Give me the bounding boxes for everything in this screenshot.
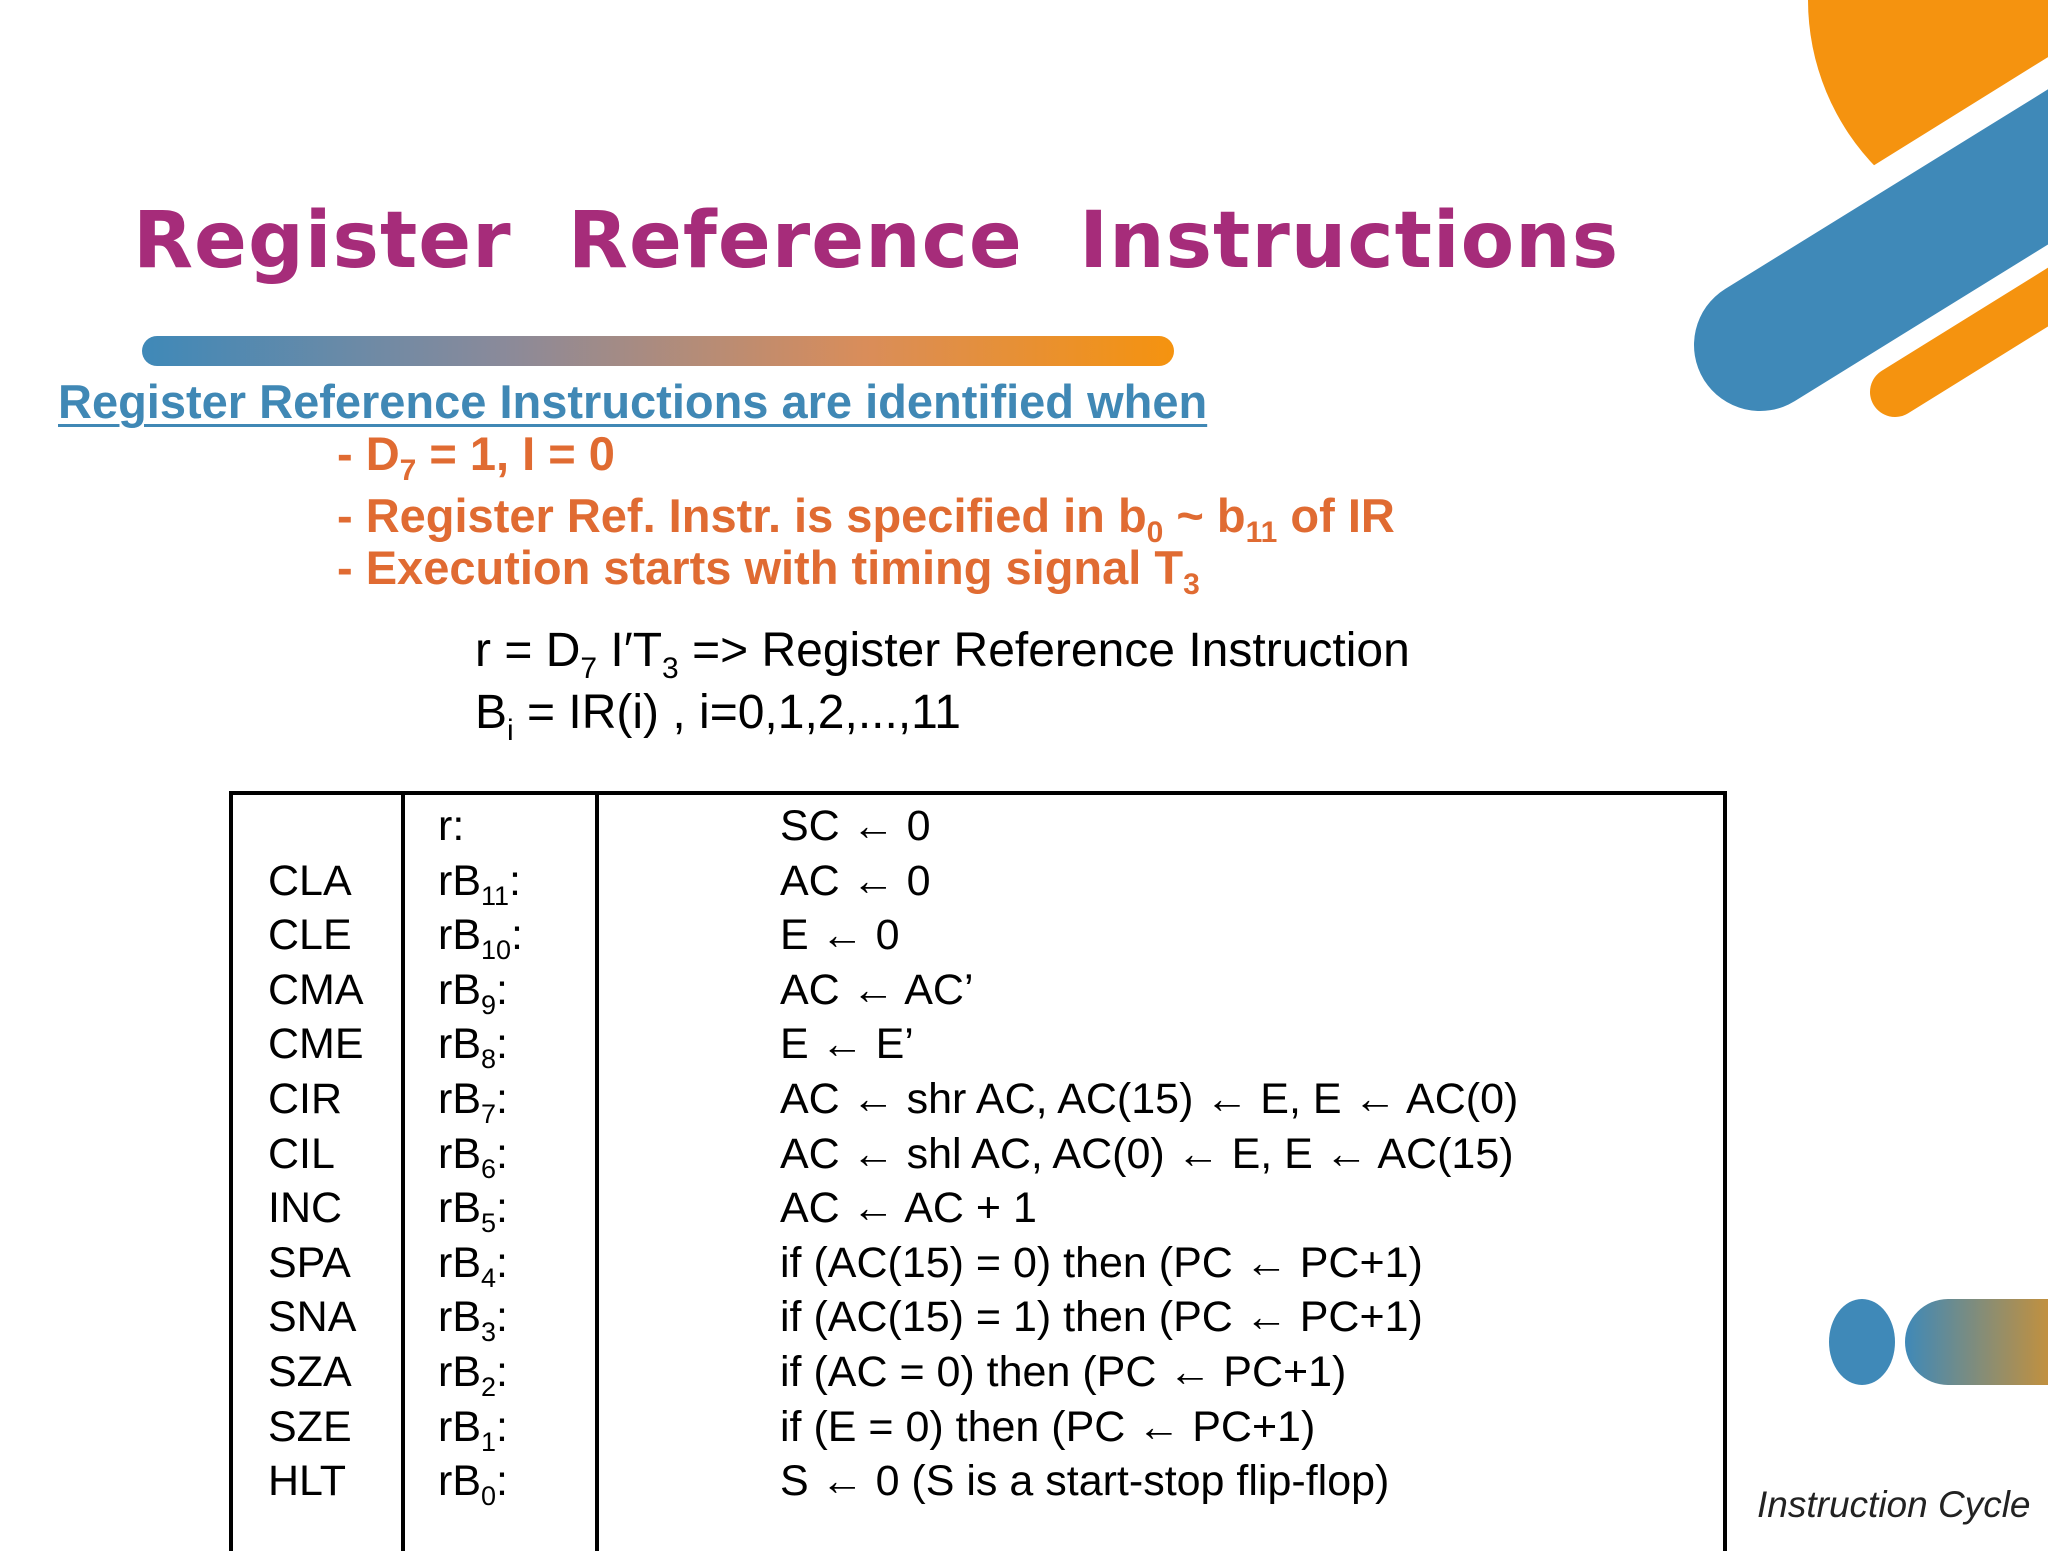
instruction-mnemonic: CLA <box>268 856 352 905</box>
instruction-mnemonic: SZA <box>268 1348 352 1396</box>
table-row <box>233 1127 1723 1184</box>
instruction-operation: if (AC(15) = 1) then (PC ← PC+1) <box>780 1293 1423 1342</box>
slide-title: Register Reference Instructions <box>133 196 1620 286</box>
condition-item: - Register Ref. Instr. is specified in $b_0$ ~ $b_{11}$ of IR <box>337 489 1395 549</box>
instruction-condition: $rB_{11}$: <box>438 856 521 911</box>
instruction-mnemonic: CIL <box>268 1129 335 1178</box>
formula-line: $B_i = IR(i)$ , i=0,1,2,...,11 <box>475 686 961 747</box>
instruction-operation: AC ← AC + 1 <box>780 1184 1037 1233</box>
instruction-condition: $rB_1$: <box>438 1402 508 1457</box>
instruction-operation: if (AC = 0) then (PC ← PC+1) <box>780 1348 1347 1396</box>
gradient-pill-shape <box>1905 1299 2048 1385</box>
instruction-condition: $rB_6$: <box>438 1129 508 1184</box>
formula-line: $r = D_7$ $I'T_3$ => Register Reference Instruction <box>475 624 1410 685</box>
condition-item: - Execution starts with timing signal $T_3$ <box>337 541 1200 601</box>
table-row <box>233 908 1723 966</box>
instruction-operation: if (E = 0) then (PC ← PC+1) <box>780 1402 1316 1451</box>
table-row <box>233 1400 1723 1457</box>
instruction-mnemonic: SPA <box>268 1238 351 1287</box>
table-row <box>233 963 1723 1020</box>
condition-item: - $D_7 = 1$, I = 0 <box>337 427 615 487</box>
table-row <box>233 1454 1723 1512</box>
table-row <box>233 1236 1723 1293</box>
table-row <box>233 1017 1723 1075</box>
instruction-mnemonic: HLT <box>268 1457 347 1506</box>
instruction-condition: $rB_4$: <box>438 1238 508 1293</box>
instruction-operation: E ← 0 <box>780 911 900 960</box>
blue-stripe-shape <box>1760 110 2048 345</box>
instruction-table <box>229 791 1727 1551</box>
blue-dot-shape <box>1829 1299 1895 1385</box>
instruction-operation: AC ← shr AC, AC(15) ← E, E ← AC(0) <box>780 1075 1519 1123</box>
instruction-condition: $rB_5$: <box>438 1184 508 1239</box>
instruction-condition: $rB_2$: <box>438 1348 508 1402</box>
instruction-condition: r: <box>438 802 465 850</box>
instruction-operation: AC ← 0 <box>780 856 931 905</box>
instruction-condition: $rB_3$: <box>438 1293 508 1348</box>
orange-stripe-shape <box>1895 240 2048 392</box>
table-row <box>233 1345 1723 1402</box>
table-row <box>233 1072 1723 1129</box>
instruction-mnemonic: SZE <box>268 1402 352 1451</box>
instruction-condition: $rB_7$: <box>438 1075 508 1129</box>
table-row <box>233 854 1723 911</box>
instruction-mnemonic: SNA <box>268 1293 357 1342</box>
intro-heading: Register Reference Instructions are identified when <box>58 375 1208 428</box>
instruction-condition: $rB_9$: <box>438 965 508 1020</box>
instruction-operation: AC ← AC’ <box>780 965 974 1014</box>
instruction-condition: $rB_0$: <box>438 1457 508 1512</box>
instruction-condition: $rB_8$: <box>438 1020 508 1075</box>
title-underline-bar <box>142 336 1174 366</box>
table-row <box>233 799 1723 853</box>
instruction-mnemonic: CLE <box>268 911 352 960</box>
orange-circle-shape <box>1808 0 2048 240</box>
instruction-operation: AC ← shl AC, AC(0) ← E, E ← AC(15) <box>780 1129 1514 1178</box>
table-row <box>233 1290 1723 1348</box>
instruction-mnemonic: INC <box>268 1184 343 1233</box>
instruction-condition: $rB_{10}$: <box>438 911 523 966</box>
footer-label: Instruction Cycle <box>1757 1484 2031 1525</box>
white-gap-stripe <box>1725 100 2048 358</box>
instruction-operation: S ← 0 (S is a start-stop flip-flop) <box>780 1457 1390 1506</box>
instruction-mnemonic: CME <box>268 1020 364 1069</box>
condition-list <box>337 427 1395 601</box>
instruction-mnemonic: CIR <box>268 1075 343 1123</box>
instruction-mnemonic: CMA <box>268 965 364 1014</box>
instruction-operation: SC ← 0 <box>780 802 931 850</box>
instruction-operation: E ← E’ <box>780 1020 914 1069</box>
instruction-operation: if (AC(15) = 0) then (PC ← PC+1) <box>780 1238 1423 1287</box>
table-row <box>233 1181 1723 1239</box>
